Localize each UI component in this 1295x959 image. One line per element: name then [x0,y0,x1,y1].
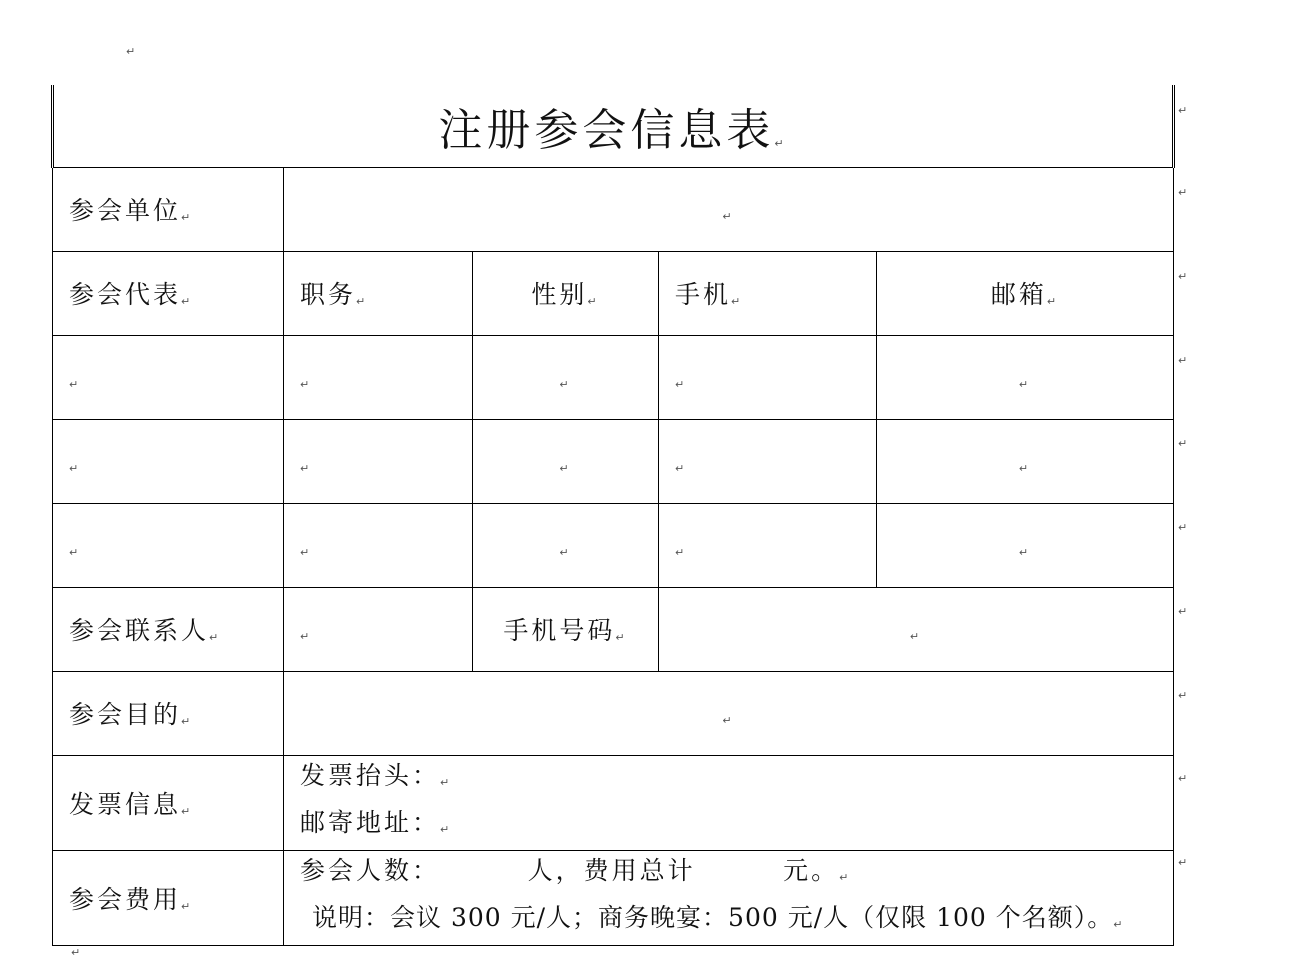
rep-mobile-cell[interactable]: ↵ [659,419,877,503]
rep-row [53,419,1174,503]
invoice-row [53,755,1174,850]
rep-gender-cell[interactable]: ↵ [473,503,659,587]
rep-position-cell[interactable]: ↵ [284,419,473,503]
rep-email-cell[interactable]: ↵ [877,419,1174,503]
position-header: 职务↵ [284,251,473,335]
rep-row [53,335,1174,419]
contact-row [53,587,1174,671]
title-row: 注册参会信息表↵ [53,85,1174,167]
fee-note-line: 说明：会议 300 元/人；商务晚宴：500 元/人（仅限 100 个名额）。↵ [312,902,1124,932]
unit-row [53,167,1174,251]
rep-email-cell[interactable]: ↵ [877,503,1174,587]
paragraph-mark: ↵ [71,946,81,959]
row-end-mark: ↵ [1178,270,1188,283]
contact-phone-label: 手机号码↵ [473,587,659,671]
unit-value-cell[interactable]: ↵ [284,167,1174,251]
contact-name-cell[interactable]: ↵ [284,587,473,671]
row-end-mark: ↵ [1178,104,1188,117]
row-end-mark: ↵ [1178,772,1188,785]
email-header: 邮箱↵ [877,251,1174,335]
rep-mobile-cell[interactable]: ↵ [659,503,877,587]
rep-gender-cell[interactable]: ↵ [473,335,659,419]
row-end-mark: ↵ [1178,689,1188,702]
unit-label: 参会单位↵ [53,167,284,251]
fee-label: 参会费用↵ [53,850,284,945]
invoice-label: 发票信息↵ [53,755,284,850]
mobile-header: 手机↵ [659,251,877,335]
registration-table [51,85,1175,946]
fee-row [53,850,1174,945]
row-end-mark: ↵ [1178,521,1188,534]
contact-phone-cell[interactable]: ↵ [659,587,1174,671]
purpose-label: 参会目的↵ [53,671,284,755]
rep-position-cell[interactable]: ↵ [284,335,473,419]
paragraph-mark: ↵ [126,45,136,58]
rep-name-cell[interactable]: ↵ [53,503,284,587]
table-title: 注册参会信息表 [438,104,775,156]
purpose-value-cell[interactable]: ↵ [284,671,1174,755]
rep-position-cell[interactable]: ↵ [284,503,473,587]
row-end-mark: ↵ [1178,186,1188,199]
invoice-value-cell[interactable] [284,755,1174,850]
gender-header: 性别↵ [473,251,659,335]
purpose-row [53,671,1174,755]
row-end-mark: ↵ [1178,354,1188,367]
invoice-address-line: 邮寄地址：↵ [300,807,453,837]
contact-label: 参会联系人↵ [53,587,284,671]
rep-name-cell[interactable]: ↵ [53,335,284,419]
row-end-mark: ↵ [1178,605,1188,618]
row-end-mark: ↵ [1178,437,1188,450]
invoice-header-line: 发票抬头：↵ [300,760,453,790]
rep-gender-cell[interactable]: ↵ [473,419,659,503]
rep-header-row [53,251,1174,335]
rep-mobile-cell[interactable]: ↵ [659,335,877,419]
rep-label: 参会代表↵ [53,251,284,335]
fee-value-cell[interactable] [284,850,1174,945]
fee-count-line: 参会人数： 人，费用总计 元。↵ [300,855,852,885]
rep-name-cell[interactable]: ↵ [53,419,284,503]
row-end-mark: ↵ [1178,856,1188,869]
rep-row [53,503,1174,587]
rep-email-cell[interactable]: ↵ [877,335,1174,419]
